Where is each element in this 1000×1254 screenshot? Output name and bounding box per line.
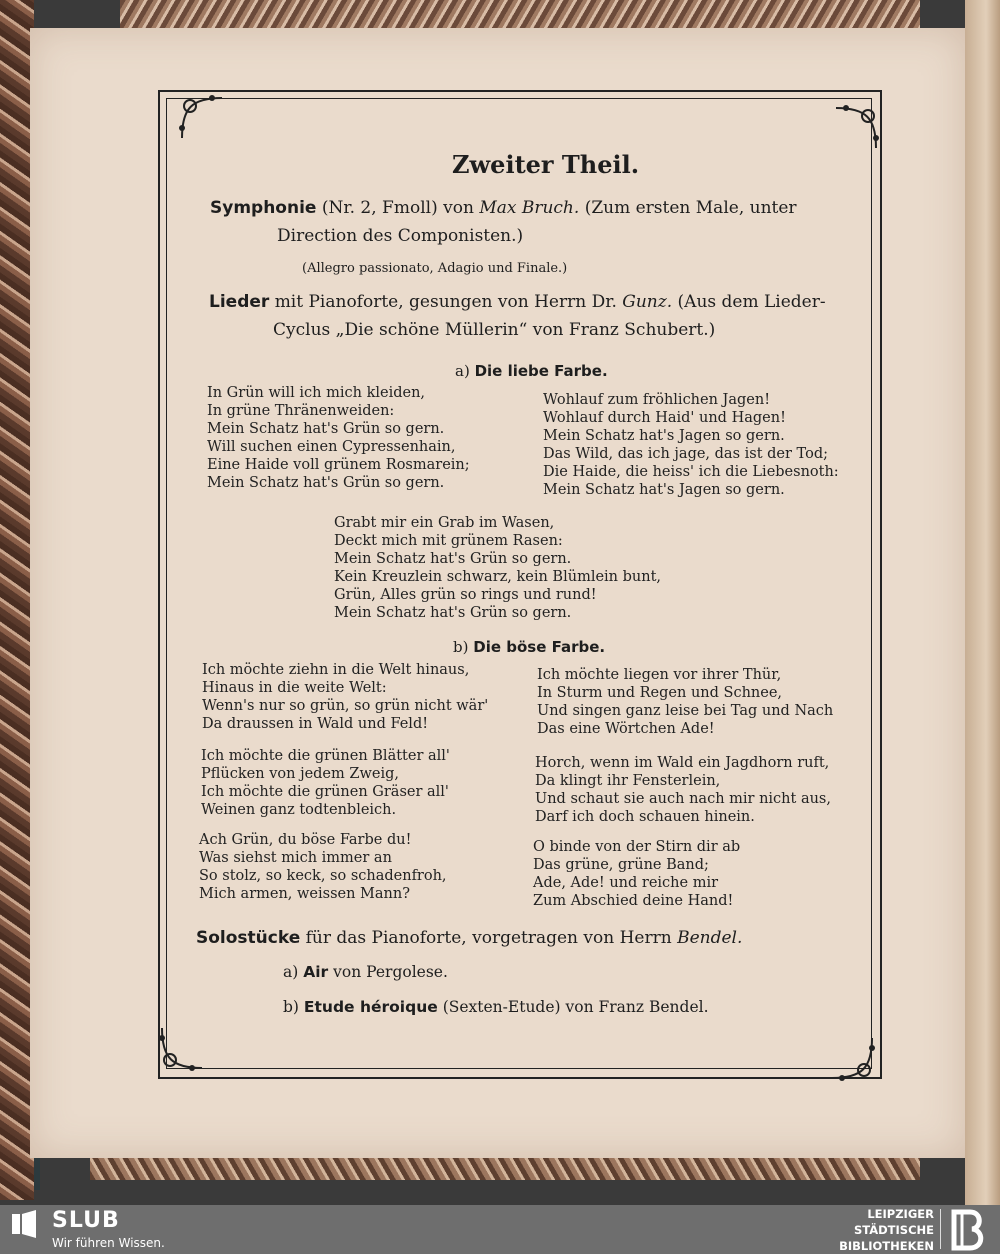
slub-logo-icon	[12, 1210, 38, 1238]
verse-line: Will suchen einen Cypressenhain,	[207, 439, 456, 455]
corner-ornament-icon	[822, 1028, 882, 1088]
lieder-note: (Aus dem Lieder-	[677, 292, 826, 312]
slub-tagline: Wir führen Wissen.	[52, 1236, 165, 1250]
song-a-center-stanza	[334, 514, 661, 622]
corner-ornament-icon	[826, 98, 886, 158]
verse-line: Wenn's nur so grün, so grün nicht wär'	[202, 698, 489, 714]
verse-line: Die Haide, die heiss' ich die Liebesnoth:	[543, 464, 839, 480]
verse-line: In Grün will ich mich kleiden,	[207, 385, 426, 401]
verse-line: Das Wild, das ich jage, das ist der Tod;	[543, 446, 828, 462]
verse-line: Deckt mich mit grünem Rasen:	[334, 533, 563, 549]
song-b-marker: b)	[453, 638, 469, 656]
song-a-left-stanza	[207, 384, 470, 492]
song-b-title: Die böse Farbe.	[473, 638, 606, 656]
symphonie-note: (Zum ersten Male, unter	[584, 198, 797, 218]
verse-line: Zum Abschied deine Hand!	[533, 893, 734, 909]
verse-line: Mein Schatz hat's Grün so gern.	[334, 605, 572, 621]
lsb-line-2: STÄDTISCHE	[853, 1223, 934, 1237]
solo-b-marker: b)	[283, 998, 299, 1016]
solo-a-rest: von Pergolese.	[333, 963, 448, 981]
corner-ornament-icon	[172, 88, 232, 148]
verse-line: Pflücken von jedem Zweig,	[201, 766, 399, 782]
song-b-left-stanza-2	[201, 747, 450, 819]
verse-line: Grabt mir ein Grab im Wasen,	[334, 515, 555, 531]
verse-line: O binde von der Stirn dir ab	[533, 839, 741, 855]
symphonie-name: Symphonie	[210, 198, 317, 218]
verse-line: Ach Grün, du böse Farbe du!	[199, 832, 412, 848]
verse-line: Darf ich doch schauen hinein.	[535, 809, 755, 825]
solo-a-title: Air	[303, 963, 329, 981]
verse-line: In grüne Thränenweiden:	[207, 403, 395, 419]
verse-line: Und singen ganz leise bei Tag und Nach	[537, 703, 834, 719]
verse-line: Mein Schatz hat's Grün so gern.	[207, 475, 445, 491]
solo-details: für das Pianoforte, vorgetragen von Herrn	[305, 928, 672, 948]
verse-line: Weinen ganz todtenbleich.	[201, 802, 397, 818]
verse-line: Ade, Ade! und reiche mir	[533, 875, 719, 891]
verse-line: Das grüne, grüne Band;	[533, 857, 709, 873]
lieder-name: Lieder	[209, 292, 270, 312]
symphonie-entry	[210, 198, 797, 218]
verse-line: Ich möchte ziehn in die Welt hinaus,	[202, 662, 470, 678]
marbled-edge-top	[120, 0, 920, 28]
solo-a-marker: a)	[283, 963, 299, 981]
verse-line: In Sturm und Regen und Schnee,	[537, 685, 783, 701]
verse-line: Ich möchte die grünen Blätter all'	[201, 748, 450, 764]
symphonie-details: (Nr. 2, Fmoll) von	[321, 198, 474, 218]
corner-ornament-icon	[152, 1018, 212, 1078]
verse-line: Das eine Wörtchen Ade!	[537, 721, 715, 737]
song-a-title: Die liebe Farbe.	[474, 362, 608, 380]
lsb-logo-icon	[948, 1208, 990, 1252]
verse-line: Wohlauf zum fröhlichen Jagen!	[543, 392, 771, 408]
solo-b-rest: (Sexten-Etude) von Franz Bendel.	[442, 998, 709, 1016]
song-a-right-stanza	[543, 391, 839, 499]
verse-line: Was siehst mich immer an	[199, 850, 392, 866]
verse-line: Mein Schatz hat's Grün so gern.	[207, 421, 445, 437]
song-a-heading	[455, 362, 608, 380]
verse-line: Mein Schatz hat's Jagen so gern.	[543, 428, 785, 444]
song-b-right-stanza-3	[533, 838, 740, 910]
song-b-right-stanza-2	[535, 754, 831, 826]
solo-name: Solostücke	[196, 928, 301, 948]
verse-line: Und schaut sie auch nach mir nicht aus,	[535, 791, 831, 807]
song-a-marker: a)	[455, 362, 470, 380]
verse-line: Horch, wenn im Wald ein Jagdhorn ruft,	[535, 755, 830, 771]
lieder-cycle: Cyclus „Die schöne Müllerin“ von Franz Schubert.)	[273, 320, 716, 340]
solo-entry	[196, 928, 742, 948]
symphonie-movements: (Allegro passionato, Adagio und Finale.)	[302, 261, 568, 276]
lsb-line-1: LEIPZIGER	[867, 1207, 934, 1221]
verse-line: Kein Kreuzlein schwarz, kein Blümlein bunt,	[334, 569, 662, 585]
song-b-left-stanza-1	[202, 661, 488, 733]
verse-line: Hinaus in die weite Welt:	[202, 680, 387, 696]
next-page-edge	[965, 0, 1000, 1205]
lsb-line-3: BIBLIOTHEKEN	[839, 1239, 934, 1253]
verse-line: Ich möchte liegen vor ihrer Thür,	[537, 667, 782, 683]
verse-line: Mich armen, weissen Mann?	[199, 886, 411, 902]
verse-line: Da draussen in Wald und Feld!	[202, 716, 429, 732]
verse-line: Mein Schatz hat's Jagen so gern.	[543, 482, 785, 498]
marbled-edge-left	[0, 0, 34, 1200]
lieder-singer: Gunz.	[622, 292, 673, 312]
verse-line: Da klingt ihr Fensterlein,	[535, 773, 721, 789]
solo-performer: Bendel.	[677, 928, 743, 948]
slub-name: SLUB	[52, 1208, 120, 1233]
section-title: Zweiter Theil.	[452, 150, 640, 179]
song-b-heading	[453, 638, 605, 656]
solo-item-b	[283, 998, 709, 1016]
solo-item-a	[283, 963, 448, 981]
verse-line: Grün, Alles grün so rings und rund!	[334, 587, 597, 603]
footer-separator	[940, 1209, 941, 1249]
song-b-left-stanza-3	[199, 831, 447, 903]
song-b-right-stanza-1	[537, 666, 833, 738]
lieder-details: mit Pianoforte, gesungen von Herrn Dr.	[274, 292, 617, 312]
verse-line: Mein Schatz hat's Grün so gern.	[334, 551, 572, 567]
verse-line: Ich möchte die grünen Gräser all'	[201, 784, 449, 800]
symphonie-direction: Direction des Componisten.)	[277, 226, 524, 246]
solo-b-title: Etude héroique	[303, 998, 438, 1016]
symphonie-composer: Max Bruch.	[479, 198, 580, 218]
verse-line: Wohlauf durch Haid' und Hagen!	[543, 410, 786, 426]
lieder-entry	[209, 292, 826, 312]
verse-line: So stolz, so keck, so schadenfroh,	[199, 868, 447, 884]
verse-line: Eine Haide voll grünem Rosmarein;	[207, 457, 470, 473]
